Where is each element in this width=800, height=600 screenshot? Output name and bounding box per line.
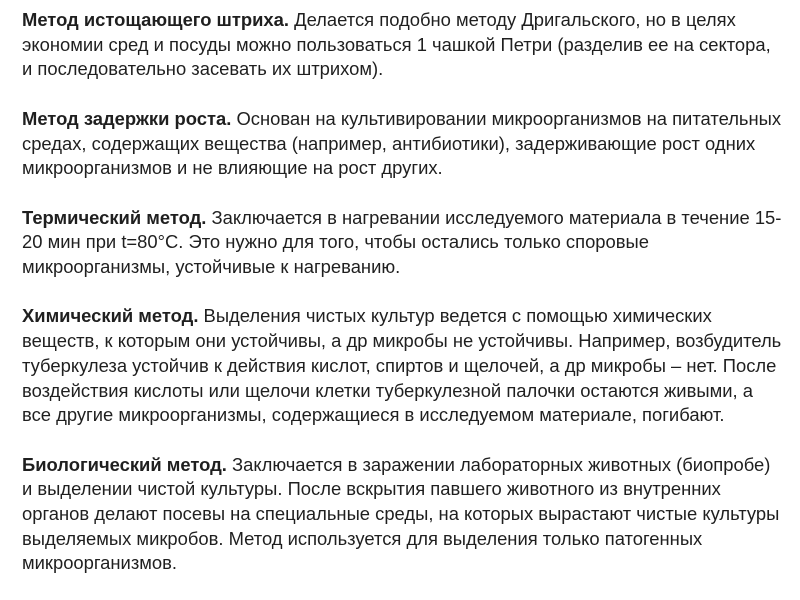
method-description: Заключается в нагревании исследуемого материала в течение 15-20 мин при t=80°С. Это нужно для того, чтобы остались только споровые микроорганизмы, устойчивые к нагреванию. — [22, 206, 782, 277]
paragraph-biological-method — [22, 453, 782, 577]
paragraph-chemical-method — [22, 304, 782, 428]
paragraph-thermal-method — [22, 206, 782, 280]
method-term: Термический метод. — [22, 206, 207, 228]
method-description: Делается подобно методу Дригальского, но в целях экономии сред и посуды можно пользоваться 1 чашкой Петри (разделив ее на сектора, и последовательно засевать их штрихом). — [22, 9, 771, 80]
document-body — [22, 8, 782, 576]
paragraph-streak-depletion-method — [22, 8, 782, 82]
method-term: Метод истощающего штриха. — [22, 9, 289, 30]
method-description: Основан на культивировании микроорганизмов на питательных средах, содержащих вещества (например, антибиотики), задерживающие рост одних микроорганизмов и не влияющие на рост других. — [22, 107, 782, 179]
method-term: Химический метод. — [22, 305, 199, 327]
method-description: Заключается в заражении лабораторных животных (биопробе) и выделении чистой культуры. После вскрытия павшего животного из внутренних органов делают посевы на специальные среды, на которых вырастают чистые культуры выделяемых микробов. Метод используется для выделения только патогенных микроорганизмов. — [22, 453, 780, 574]
paragraph-growth-inhibition-method — [22, 107, 782, 181]
method-term: Биологический метод. — [22, 453, 227, 475]
method-term: Метод задержки роста. — [22, 107, 232, 129]
method-description: Выделения чистых культур ведется с помощью химических веществ, к которым они устойчивы, а др микробы не устойчивы. Например, возбудитель туберкулеза устойчив к действия кислот, спиртов и щелочей, а др микробы – нет. После воздействия кислоты или щелочи клетки туберкулезной палочки остаются живыми, а все другие микроорганизмы, содержащиеся в исследуемом материале, погибают. — [22, 305, 782, 426]
